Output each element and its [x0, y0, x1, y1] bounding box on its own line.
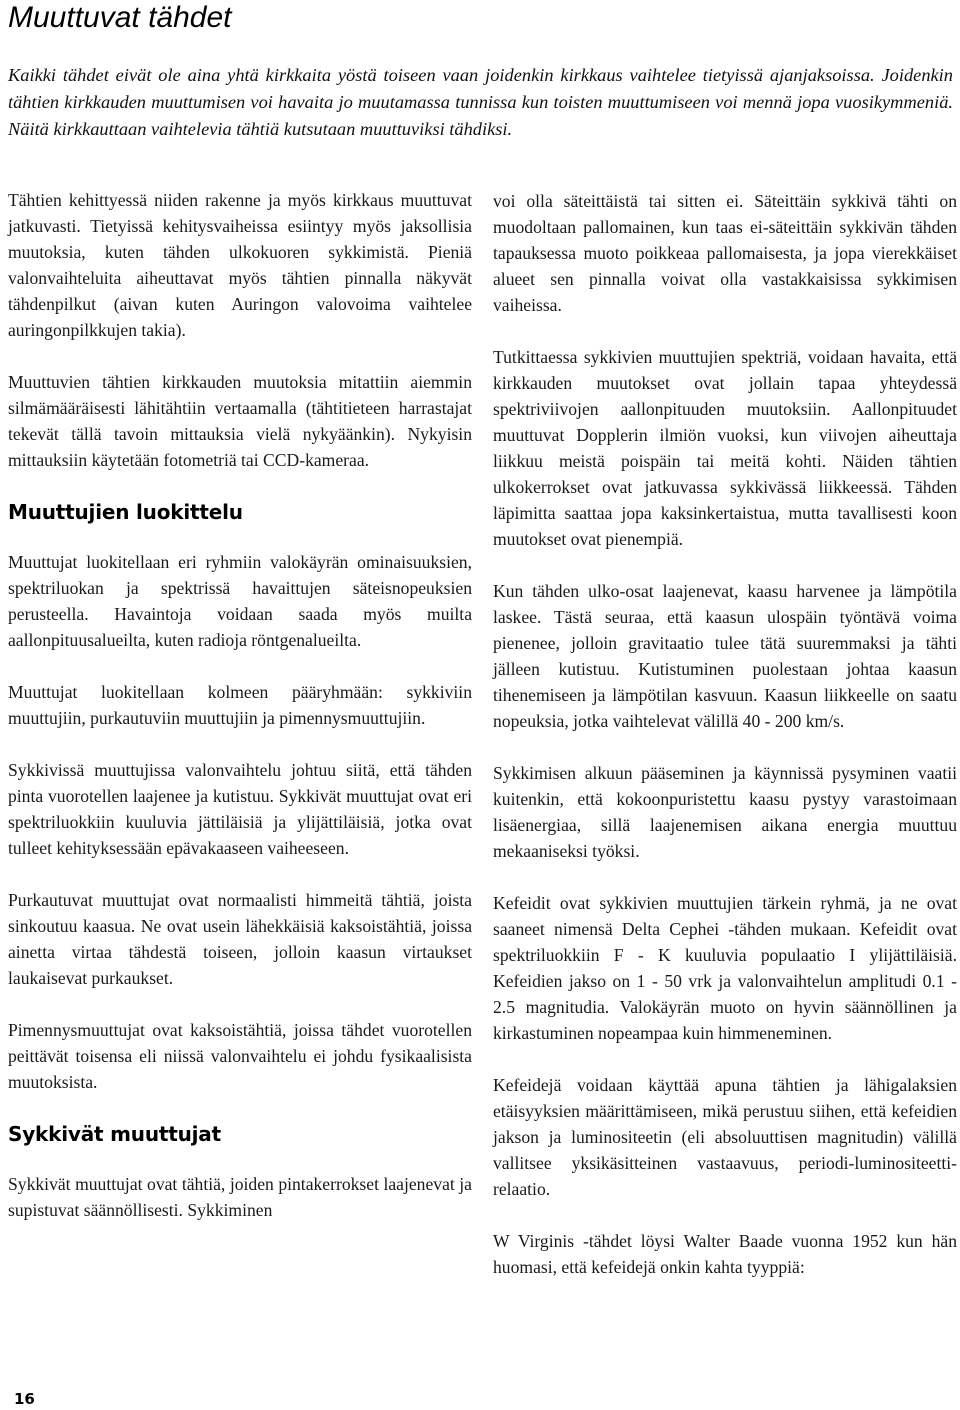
paragraph: Muuttuvien tähtien kirkkauden muutoksia mitattiin aiemmin silmämääräisesti lähitähtiin vertaamalla (tähtitieteen harrastajat tekevät tällä tavoin mittauksia vielä nykyäänkin). Nykyisin mittauksiin käytetään fotometriä tai CCD-kameraa.	[8, 372, 472, 470]
paragraph: Kefeidejä voidaan käyttää apuna tähtien ja lähigalaksien etäisyyksien määrittämiseen, mikä perustuu siihen, että kefeidien jakson ja luminositeetin (eli absoluuttisen magnitudin) välillä vallitsee yksikäsitteinen vastaavuus, periodi-luminositeetti-relaatio.	[493, 1075, 957, 1199]
paragraph: Pimennysmuuttujat ovat kaksoistähtiä, joissa tähdet vuorotellen peittävät toisensa eli niissä valonvaihtelu ei johdu fysikaalisista muutoksista.	[8, 1020, 472, 1092]
paragraph: voi olla säteittäistä tai sitten ei. Säteittäin sykkivä tähti on muodoltaan pallomainen, kun taas ei-säteittäin sykkivän tähden tapauksessa muoto poikkeaa pallomaisesta, ja jopa vierekkäiset alueet sen pinnalla voivat olla vastakkaisissa sykkimisen vaiheissa.	[493, 191, 957, 315]
paragraph: Tutkittaessa sykkivien muuttujien spektriä, voidaan havaita, että kirkkauden muutokset ovat jollain tapaa yhteydessä spektriviivojen aallonpituuden muutoksiin. Aallonpituudet muuttuvat Dopplerin ilmiön vuoksi, kun viivojen aiheuttaja liikkuu meistä poispäin tai meitä kohti. Näiden tähtien ulkokerrokset ovat jatkuvassa sykkivässä liikkeessä. Tähden läpimitta saattaa jopa kaksinkertaistua, mutta tavallisesti koon muutokset ovat pienempiä.	[493, 347, 957, 549]
left-column	[8, 187, 472, 1249]
section-heading: Muuttujien luokittelu	[8, 500, 243, 524]
paragraph: W Virginis -tähdet löysi Walter Baade vuonna 1952 kun hän huomasi, että kefeidejä onkin kahta tyyppiä:	[493, 1231, 957, 1277]
paragraph: Kefeidit ovat sykkivien muuttujien tärkein ryhmä, ja ne ovat saaneet nimensä Delta Cephei -tähden mukaan. Kefeidit ovat spektriluokkiin F - K kuuluvia populaatio I ylijättiläisiä. Kefeidien jakso on 1 - 50 vrk ja valonvaihtelun amplitudi 0.1 - 2.5 magnitudia. Valokäyrän muoto on hyvin säännöllinen ja kirkastuminen nopeampaa kuin himmeneminen.	[493, 893, 957, 1043]
paragraph: Tähtien kehittyessä niiden rakenne ja myös kirkkaus muuttuvat jatkuvasti. Tietyissä kehitysvaiheissa esiintyy myös jaksollisia muutoksia, kuten tähden ulkokuoren sykkimistä. Pieniä valonvaihteluita aiheuttavat myös tähtien pinnalla näkyvät tähdenpilkut (aivan kuten Auringon valovoima vaihtelee auringonpilkkujen takia).	[8, 190, 472, 340]
page-title: Muuttuvat tähdet	[8, 1, 232, 34]
paragraph: Kun tähden ulko-osat laajenevat, kaasu harvenee ja lämpötila laskee. Tästä seuraa, että kaasun ulospäin työntävä voima pienenee, jolloin gravitaatio tulee tätä suuremmaksi ja tähti jälleen kutistuu. Kutistuminen puolestaan johtaa kaasun tihenemiseen ja lämpötilan kasvuun. Kaasun liikkeelle on saatu nopeuksia, jotka vaihtelevat välillä 40 - 200 km/s.	[493, 581, 957, 731]
lead-paragraph: Kaikki tähdet eivät ole aina yhtä kirkkaita yöstä toiseen vaan joidenkin kirkkaus vaihtelee tietyissä ajanjaksoissa. Joidenkin tähtien kirkkauden muuttumisen voi havaita jo muutamassa tunnissa kun toisten muuttumiseen voi mennä jopa vuosikymmeniä. Näitä kirkkauttaan vaihtelevia tähtiä kutsutaan muuttuviksi tähdiksi.	[8, 65, 953, 139]
paragraph: Sykkivissä muuttujissa valonvaihtelu johtuu siitä, että tähden pinta vuorotellen laajenee ja kutistuu. Sykkivät muuttujat ovat eri spektriluokkiin kuuluvia jättiläisiä ja ylijättiläisiä, jotka ovat tulleet kehityksessään epävakaaseen vaiheeseen.	[8, 760, 472, 858]
right-column	[493, 188, 957, 1306]
paragraph: Sykkivät muuttujat ovat tähtiä, joiden pintakerrokset laajenevat ja supistuvat säännöllisesti. Sykkiminen	[8, 1174, 472, 1220]
paragraph: Purkautuvat muuttujat ovat normaalisti himmeitä tähtiä, joista sinkoutuu kaasua. Ne ovat usein lähekkäisiä kaksoistähtiä, joissa ainetta virtaa tähdestä toiseen, jolloin kaasun virtaukset laukaisevat purkaukset.	[8, 890, 472, 988]
page-number: 16	[14, 1390, 35, 1408]
paragraph: Sykkimisen alkuun pääseminen ja käynnissä pysyminen vaatii kuitenkin, että kokoonpuristettu kaasu pystyy varastoimaan lisäenergiaa, sillä laajenemisen aikana energia muuttuu mekaaniseksi työksi.	[493, 763, 957, 861]
paragraph: Muuttujat luokitellaan eri ryhmiin valokäyrän ominaisuuksien, spektriluokan ja spektrissä havaittujen säteisnopeuksien perusteella. Havaintoja voidaan saada myös muilta aallonpituusalueilta, kuten radioja röntgenalueilta.	[8, 552, 472, 650]
paragraph: Muuttujat luokitellaan kolmeen pääryhmään: sykkiviin muuttujiin, purkautuviin muuttujiin ja pimennysmuuttujiin.	[8, 682, 472, 728]
section-heading: Sykkivät muuttujat	[8, 1122, 221, 1146]
